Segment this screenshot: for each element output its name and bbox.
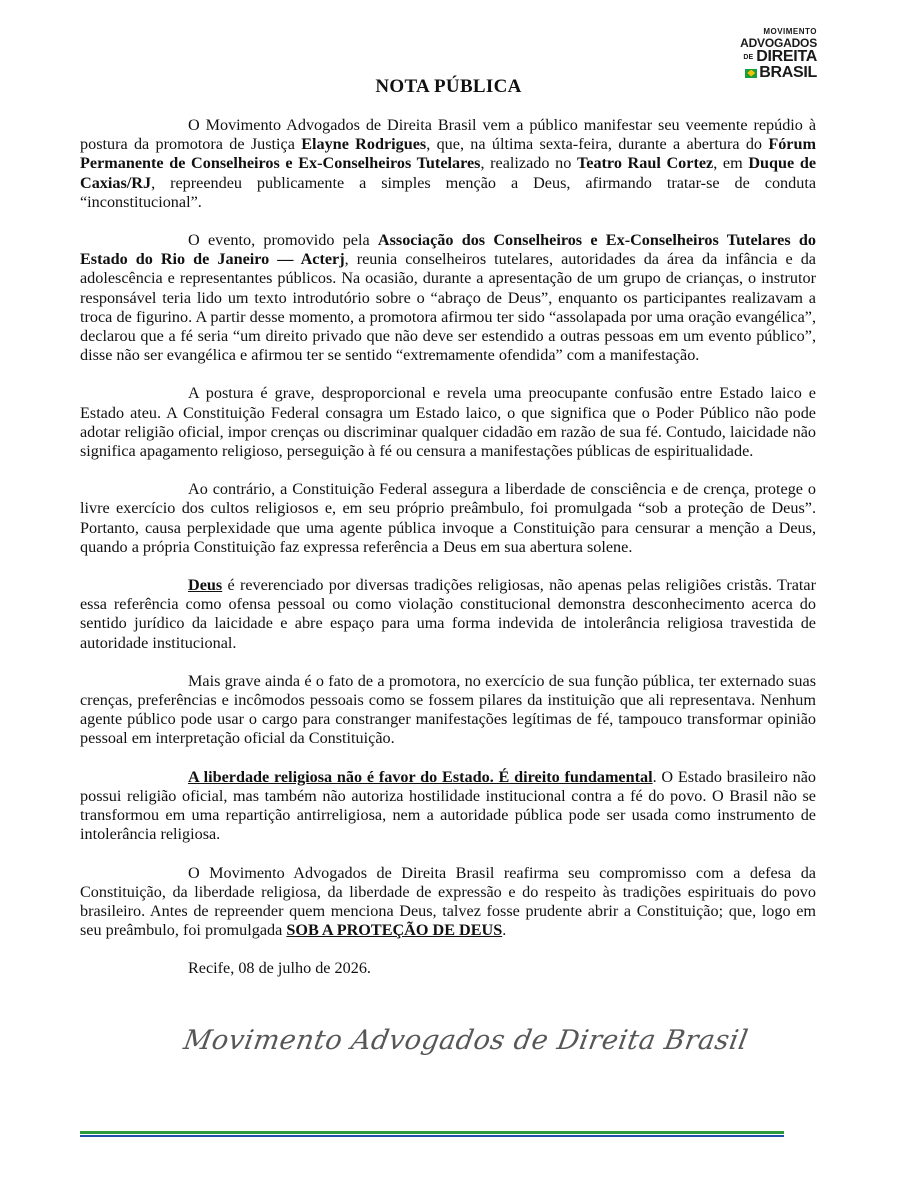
p1-text-1: O Movimento Advogados de Direita Brasil vem a público manifestar seu veemente repúdio à postura da promotora de Justiça (80, 116, 816, 154)
paragraph-8 (80, 864, 816, 941)
p8-text-2: . (502, 921, 507, 940)
p2-text-1: O evento, promovido pela (188, 231, 378, 250)
handwritten-signature (181, 1025, 751, 1075)
logo-line-3-prefix: DE (743, 53, 754, 61)
p7-text-1: . O Estado brasileiro não possui religião oficial, mas também não autoriza hostilidade institucional contra a fé do povo. O Brasil não se transformou em uma repartição antirreligiosa, nem a autoridade pública pode ser usada como instrumento de intolerância religiosa. (80, 767, 817, 844)
logo-line-2: ADVOGADOS (740, 36, 817, 50)
p1-text-2: , que, na última sexta-feira, durante a abertura do (426, 135, 769, 154)
paragraph-5 (80, 576, 816, 653)
p1-bold-theater: Teatro Raul Cortez (576, 154, 714, 173)
p1-text-4: , em (713, 154, 749, 173)
p1-bold-city: Duque de Caxias/RJ (80, 154, 817, 192)
document-date: Recife, 08 de julho de 2026. (188, 959, 371, 978)
p2-bold-association: Associação dos Conselheiros e Ex-Conselheiros Tutelares do Estado do Rio de Janeiro — Acterj (80, 231, 816, 269)
paragraph-7 (80, 768, 816, 845)
organization-logo (721, 28, 817, 81)
paragraph-4: Ao contrário, a Constituição Federal assegura a liberdade de consciência e de crença, protege o livre exercício dos cultos religiosos e, em seu próprio preâmbulo, foi promulgada “sob a proteção de Deus”. Portanto, causa perplexidade que uma agente pública invoque a Constituição para censurar a menção a Deus, quando a própria Constituição faz expressa referência a Deus em sua abertura solene. (80, 480, 816, 556)
p1-bold-forum: Fórum Permanente de Conselheiros e Ex-Conselheiros Tutelares (80, 135, 816, 173)
p1-bold-name: Elayne Rodrigues (301, 135, 427, 154)
document-title: NOTA PÚBLICA (375, 76, 522, 97)
document-body (80, 116, 816, 979)
logo-line-4: BRASIL (759, 64, 817, 81)
p5-text-1: é reverenciado por diversas tradições religiosas, não apenas pelas religiões cristãs. Tratar essa referência como ofensa pessoal ou como violação constitucional demonstra desconhecimento acerca do sentido jurídico da laicidade e abre espaço para uma forma indevida de intolerância religiosa travestida de autoridade institucional. (80, 576, 816, 652)
paragraph-3: A postura é grave, desproporcional e revela uma preocupante confusão entre Estado laico e Estado ateu. A Constituição Federal consagra um Estado laico, o que significa que o Poder Público não pode adotar religião oficial, impor crenças ou discriminar qualquer cidadão em razão de sua fé. Contudo, laicidade não significa apagamento religioso, perseguição à fé ou censura a manifestações públicas de espiritualidade. (80, 384, 816, 461)
p8-underlined-protection: SOB A PROTEÇÃO DE DEUS (286, 921, 503, 940)
logo-line-3: DIREITA (756, 48, 817, 65)
footer-rule-blue (80, 1135, 784, 1137)
paragraph-2 (80, 231, 816, 365)
paragraph-1 (80, 116, 816, 212)
p1-text-3: , realizado no (480, 154, 577, 173)
footer-rule-green (80, 1131, 784, 1134)
p1-text-5: , repreendeu publicamente a simples menção a Deus, afirmando tratar-se de conduta “inconstitucional”. (80, 173, 816, 211)
logo-line-1: MOVIMENTO (763, 27, 817, 36)
p8-text-1: O Movimento Advogados de Direita Brasil reafirma seu compromisso com a defesa da Constituição, da liberdade religiosa, da liberdade de expressão e do respeito às tradições espirituais do povo brasileiro. Antes de repreender quem menciona Deus, talvez fosse prudente abrir a Constituição; que, logo em seu preâmbulo, foi promulgada (80, 863, 816, 940)
p5-underlined-deus: Deus (188, 576, 223, 595)
paragraph-6: Mais grave ainda é o fato de a promotora, no exercício de sua função pública, ter externado suas crenças, preferências e incômodos pessoais como se fossem pilares da instituição que ali representava. Nenhum agente público pode usar o cargo para constranger manifestações legítimas de fé, tampouco transformar opinião pessoal em interpretação oficial da Constituição. (80, 671, 816, 748)
signature-text: Movimento Advogados de Direita Brasil (181, 1025, 751, 1056)
p2-text-2: , reunia conselheiros tutelares, autoridades da área da infância e da adolescência e representantes públicos. Na ocasião, durante a apresentação de um grupo de crianças, o instrutor responsável teria lido um texto introdutório sobre o “abraço de Deus”, enquanto os participantes realizavam a troca de figurino. A partir desse momento, a promotora afirmou ter sido “assolapada por uma oração evangélica”, declarou que a fé seria “um direito privado que não deve ser estendido a outras pessoas em um evento público”, disse não ser evangélica e afirmou ter se sentido “extremamente ofendida” com a manifestação. (80, 250, 816, 365)
p7-underlined-statement: A liberdade religiosa não é favor do Estado. É direito fundamental (188, 767, 653, 786)
logo-line-3-row (721, 49, 817, 65)
